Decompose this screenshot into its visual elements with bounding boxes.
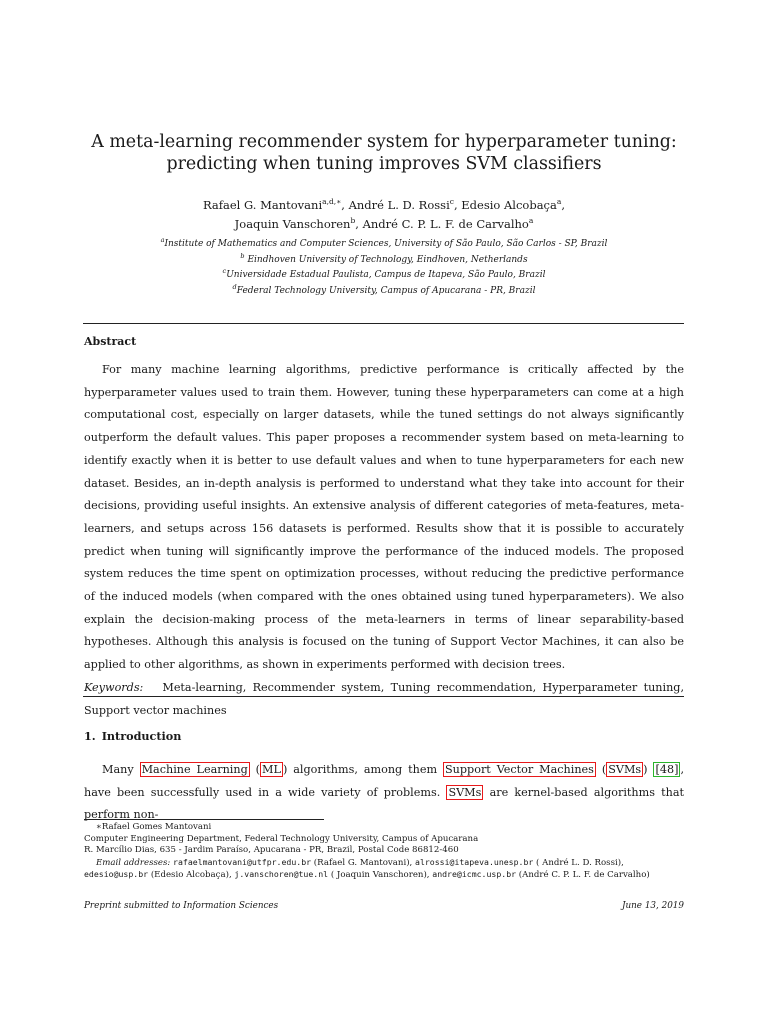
title-line: A meta-learning recommender system for hyperparameter tuning: xyxy=(91,132,677,152)
footnote-address: R. Marcílio Dias, 635 - Jardim Paraíso, Apucarana - PR, Brazil, Postal Code 86812-460 xyxy=(84,845,459,856)
footnote-rule xyxy=(84,819,324,820)
acronym-link-svms[interactable]: SVMs xyxy=(608,763,642,776)
author-name: Edesio Alcobaça xyxy=(461,197,557,212)
email-owner: (Rafael G. Mantovani), xyxy=(311,857,416,868)
section-heading xyxy=(84,729,181,743)
intro-text: ) xyxy=(643,763,654,776)
author-line xyxy=(90,194,678,213)
intro-text: , have been successfully used in a wide variety of problems. xyxy=(84,763,684,799)
affiliation-marker: c xyxy=(222,267,227,275)
author-name: André L. D. Rossi xyxy=(348,197,450,212)
email-label: Email addresses: xyxy=(96,857,171,868)
affiliation-text: Universidade Estadual Paulista, Campus de Itapeva, São Paulo, Brazil xyxy=(226,270,546,280)
footer-date: June 13, 2019 xyxy=(621,901,684,911)
email-link[interactable]: alrossi@itapeva.unesp.br xyxy=(415,856,534,867)
keywords-line xyxy=(84,677,684,722)
acronym-link-svm-full[interactable]: Support Vector Machines xyxy=(445,763,594,776)
email-owner: ( Joaquin Vanschoren), xyxy=(328,870,433,881)
author-name: André C. P. L. F. de Carvalho xyxy=(362,216,529,231)
affiliation-list xyxy=(90,235,678,297)
author-superscript: c xyxy=(449,197,454,206)
author-separator: , xyxy=(355,216,363,231)
email-link[interactable]: edesio@usp.br xyxy=(84,869,149,880)
introduction-body xyxy=(84,759,684,827)
intro-text: ) algorithms, among them xyxy=(282,763,444,776)
email-owner: ( André L. D. Rossi), xyxy=(533,857,624,868)
intro-text: Many xyxy=(102,763,140,776)
affiliation-marker: a xyxy=(160,236,165,244)
abstract-text: For many machine learning algorithms, predictive performance is critically affected by the hyperparameter values used to train them. However, tuning these hyperparameters can come at a high computational cost, especially on larger datasets, while the tuned settings do not always significantly outperform the default values. This paper proposes a recommender system based on meta-learning to identify exactly when it is better to use default values and when to tune hyperparameters for each new dataset. Besides, an in-depth analysis is performed to understand what they take into account for their decisions, providing useful insights. An extensive analysis of different categories of meta-features, meta-learners, and setups across 156 datasets is performed. Results show that it is possible to accurately predict when tuning will significantly improve the performance of the induced models. The proposed system reduces the time spent on optimization processes, without reducing the predictive performance of the induced models (when compared with the ones obtained using tuned hyperparameters). We also explain the decision-making process of the meta-learners in terms of linear separability-based hypotheses. Although this analysis is focused on the tuning of Support Vector Machines, it can also be applied to other algorithms, as shown in experiments performed with decision trees. xyxy=(84,363,684,672)
footer-submission: Preprint submitted to Information Sciences xyxy=(84,901,279,911)
author-superscript: a xyxy=(556,197,562,206)
acronym-link-svms[interactable]: SVMs xyxy=(448,785,482,799)
email-link[interactable]: j.vanschoren@tue.nl xyxy=(234,869,329,880)
footnote-dept: Computer Engineering Department, Federal Technology University, Campus of Apucarana xyxy=(84,833,479,844)
affiliation-text: Eindhoven University of Technology, Eindhoven, Netherlands xyxy=(247,254,528,265)
abstract-heading: Abstract xyxy=(84,335,137,348)
author-superscript: a,d,∗ xyxy=(322,197,342,206)
abstract-body xyxy=(84,359,684,722)
intro-text: ( xyxy=(249,763,261,776)
author-separator: , xyxy=(561,197,565,212)
author-list xyxy=(90,194,678,232)
section-title: Introduction xyxy=(101,729,182,743)
author-superscript: b xyxy=(350,215,356,225)
author-name: Joaquin Vanschoren xyxy=(234,216,351,231)
affiliation-text: Institute of Mathematics and Computer Sciences, University of São Paulo, São Carlos - SP, Brazil xyxy=(164,239,608,249)
email-owner: (Edesio Alcobaça), xyxy=(148,870,235,881)
citation-link[interactable]: [48] xyxy=(655,763,679,776)
keywords-label: Keywords: xyxy=(84,680,144,694)
acronym-link-ml-full[interactable]: Machine Learning xyxy=(141,763,248,776)
affiliation-marker: b xyxy=(240,251,245,260)
section-number: 1. xyxy=(84,729,96,743)
abstract-top-rule xyxy=(83,323,684,324)
affiliation-text: Federal Technology University, Campus of Apucarana - PR, Brazil xyxy=(236,285,536,296)
footnotes xyxy=(84,822,684,882)
author-name: Rafael G. Mantovani xyxy=(202,197,323,212)
author-separator: , xyxy=(341,197,349,212)
intro-text: ( xyxy=(595,763,607,776)
author-line xyxy=(90,213,678,232)
email-owner: (André C. P. L. F. de Carvalho) xyxy=(516,870,650,881)
affiliation xyxy=(90,266,678,282)
acronym-link-ml[interactable]: ML xyxy=(262,763,281,776)
paper-title xyxy=(70,131,698,175)
intro-paragraph xyxy=(84,759,684,827)
email-link[interactable]: rafaelmantovani@utfpr.edu.br xyxy=(173,856,312,867)
affiliation xyxy=(90,251,678,267)
email-link[interactable]: andre@icmc.usp.br xyxy=(432,869,517,880)
footnote-emails xyxy=(84,857,684,882)
author-separator: , xyxy=(453,197,462,212)
abstract-bottom-rule xyxy=(83,696,684,697)
author-superscript: a xyxy=(528,215,534,225)
affiliation xyxy=(90,282,678,298)
keywords-text: Meta-learning, Recommender system, Tuning recommendation, Hyperparameter tuning, Support vector machines xyxy=(84,680,684,717)
title-line: predicting when tuning improves SVM classifiers xyxy=(166,154,602,174)
footnote-corresponding: ∗Rafael Gomes Mantovani xyxy=(96,822,212,832)
intro-text: are kernel-based algorithms that perform non- xyxy=(84,785,685,821)
affiliation-marker: d xyxy=(232,282,237,291)
affiliation xyxy=(90,235,678,251)
